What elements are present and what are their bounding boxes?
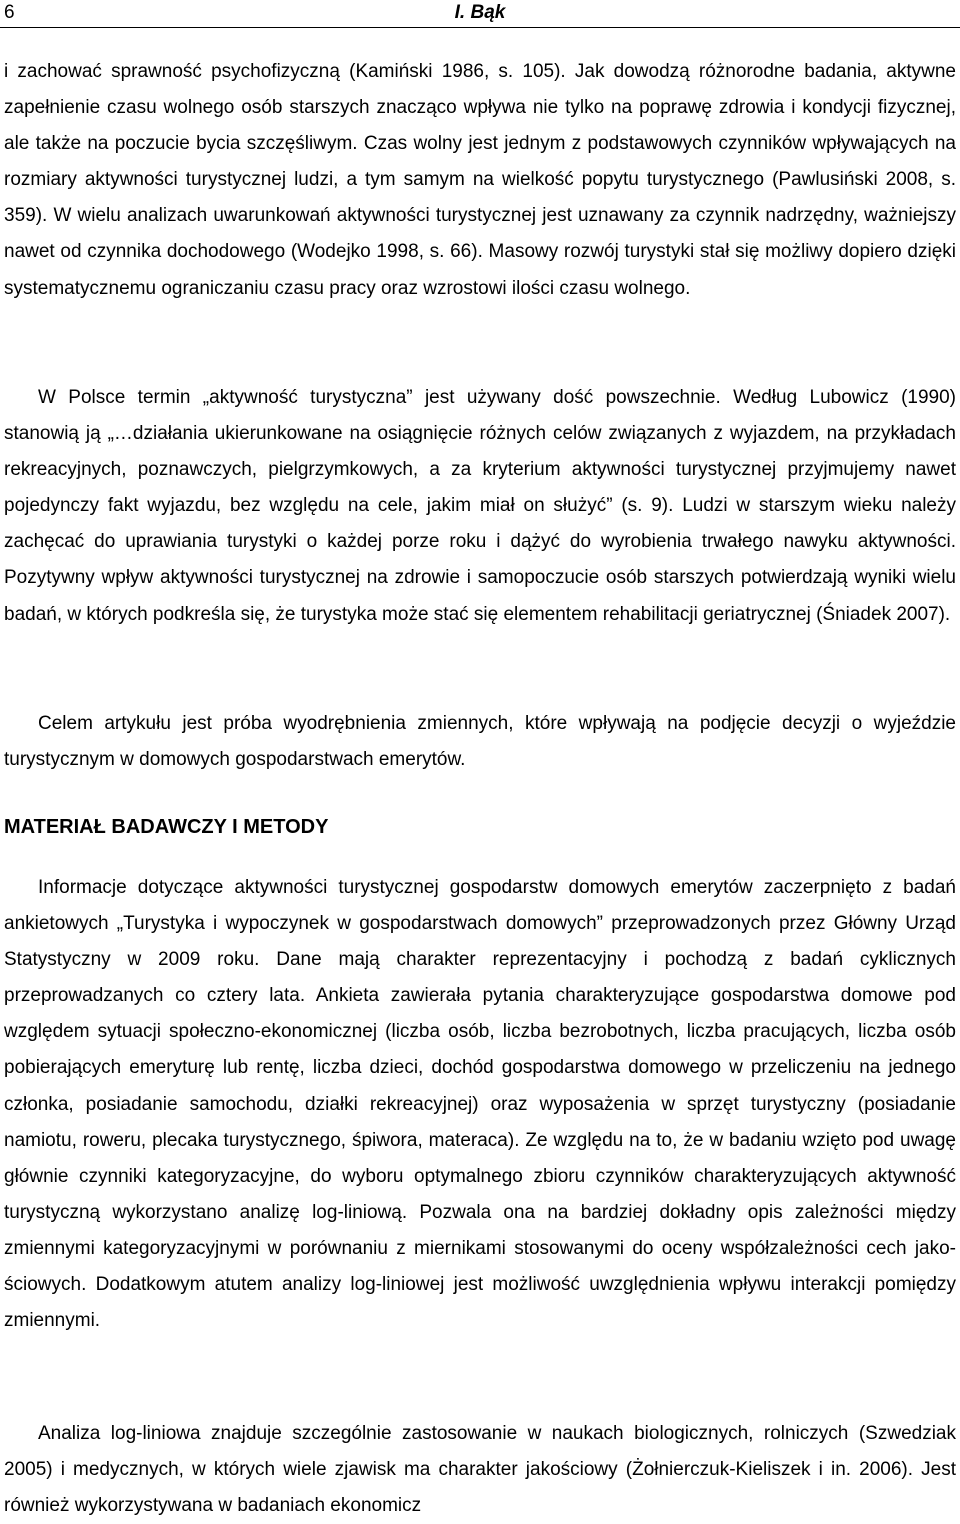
paragraph-4: Informacje dotyczące aktywności turystycznej gospodarstw domowych emerytów zaczerpnięto z badań ankietowych „Turystyka i wypoczynek w gospodarstwach domowych” przeprowadzonych przez Główny Urząd Statystyczny w 2009 roku. Dane mają charakter reprezentacyjny i pochodzą z badań cyklicznych przeprowadzanych co cztery lata. Ankieta zawierała pytania charakteryzujące gospodarstwa domowe pod względem sytuacji społeczno-ekonomicznej (liczba osób, liczba bezrobotnych, liczba pracujących, liczba osób pobierających emeryturę lub rentę, liczba dzieci, dochód gospodarstwa domowego w przeliczeniu na jednego członka, posiadanie samochodu, działki rekreacyjnej) oraz wyposażenia w sprzęt turystyczny (posiadanie namiotu, roweru, plecaka turystycznego, śpiwora, materaca). Ze względu na to, że w badaniu wzięto pod uwagę głównie czynniki kategoryzacyjne, do wyboru optymalnego zbioru czynników charakteryzujących aktywność turystyczną wykorzystano analizę log-liniową. Pozwala ona na bardziej dokładny opis zależności między zmiennymi kategoryzacyjnymi w porównaniu z miernikami stosowanymi do oceny współzależności cech jakościowych. Dodatkowym atutem analizy log-liniowej jest możliwość uwzględnienia wpływu interakcji pomiędzy zmiennymi. xyxy=(4,877,956,1332)
header-rule xyxy=(0,27,960,28)
paragraph-1: i zachować sprawność psychofizyczną (Kamiński 1986, s. 105). Jak dowodzą różnorodne badania, aktywne zapełnienie czasu wolnego osób starszych znacząco wpływa nie tylko na poprawę zdrowia i kondycji fizycznej, ale także na poczucie bycia szczęśliwym. Czas wolny jest jednym z podstawowych czynników wpływających na rozmiary aktywności turystycznej ludzi, a tym samym na wielkość popytu turystycznego (Pawlusiński 2008, s. 359). W wielu analizach uwarunkowań aktywności turystycznej jest uznawany za czynnik nadrzędny, ważniejszy nawet od czynnika dochodowego (Wodejko 1998, s. 66). Masowy rozwój turystyki stał się możliwy dopiero dzięki systematycznemu ograniczaniu czasu pracy oraz wzrostowi ilości czasu wolnego. xyxy=(4,61,956,299)
page-number: 6 xyxy=(4,2,15,23)
paragraph-3: Celem artykułu jest próba wyodrębnienia zmiennych, które wpływają na podjęcie decyzji o wyjeździe turystycznym w domowych gospodarstwach emerytów. xyxy=(4,713,956,771)
paragraph-5: Analiza log-liniowa znajduje szczególnie zastosowanie w naukach biologicznych, rolniczych (Szwedziak 2005) i medycznych, w których wiele zjawisk ma charakter jakościowy (Żołnierczuk-Kieliszek i in. 2006). Jest również wykorzystywana w badaniach ekonomicz xyxy=(4,1423,956,1517)
section-heading: MATERIAŁ BADAWCZY I METODY xyxy=(4,816,329,838)
running-head-author: I. Bąk xyxy=(454,2,506,23)
paragraph-2: W Polsce termin „aktywność turystyczna” jest używany dość powszechnie. Według Lubowicz (1990) stanowią ją „…działania ukierunkowane na osiągnięcie różnych celów związanych z wyjazdem, na przykładach rekreacyjnych, poznawczych, pielgrzymkowych, a za kryterium aktywności turystycznej przyjmujemy nawet pojedynczy fakt wyjazdu, bez względu na cele, jakim miał on służyć” (s. 9). Ludzi w starszym wieku należy zachęcać do uprawiania turystyki o każdej porze roku i dążyć do wyrobienia trwałego nawyku aktywności. Pozytywny wpływ aktywności turystycznej na zdrowie i samopoczucie osób starszych potwierdzają wyniki wielu badań, w których podkreśla się, że turystyka może stać się elementem rehabilitacji geriatrycznej (Śniadek 2007). xyxy=(4,387,956,625)
page-header xyxy=(0,0,960,27)
